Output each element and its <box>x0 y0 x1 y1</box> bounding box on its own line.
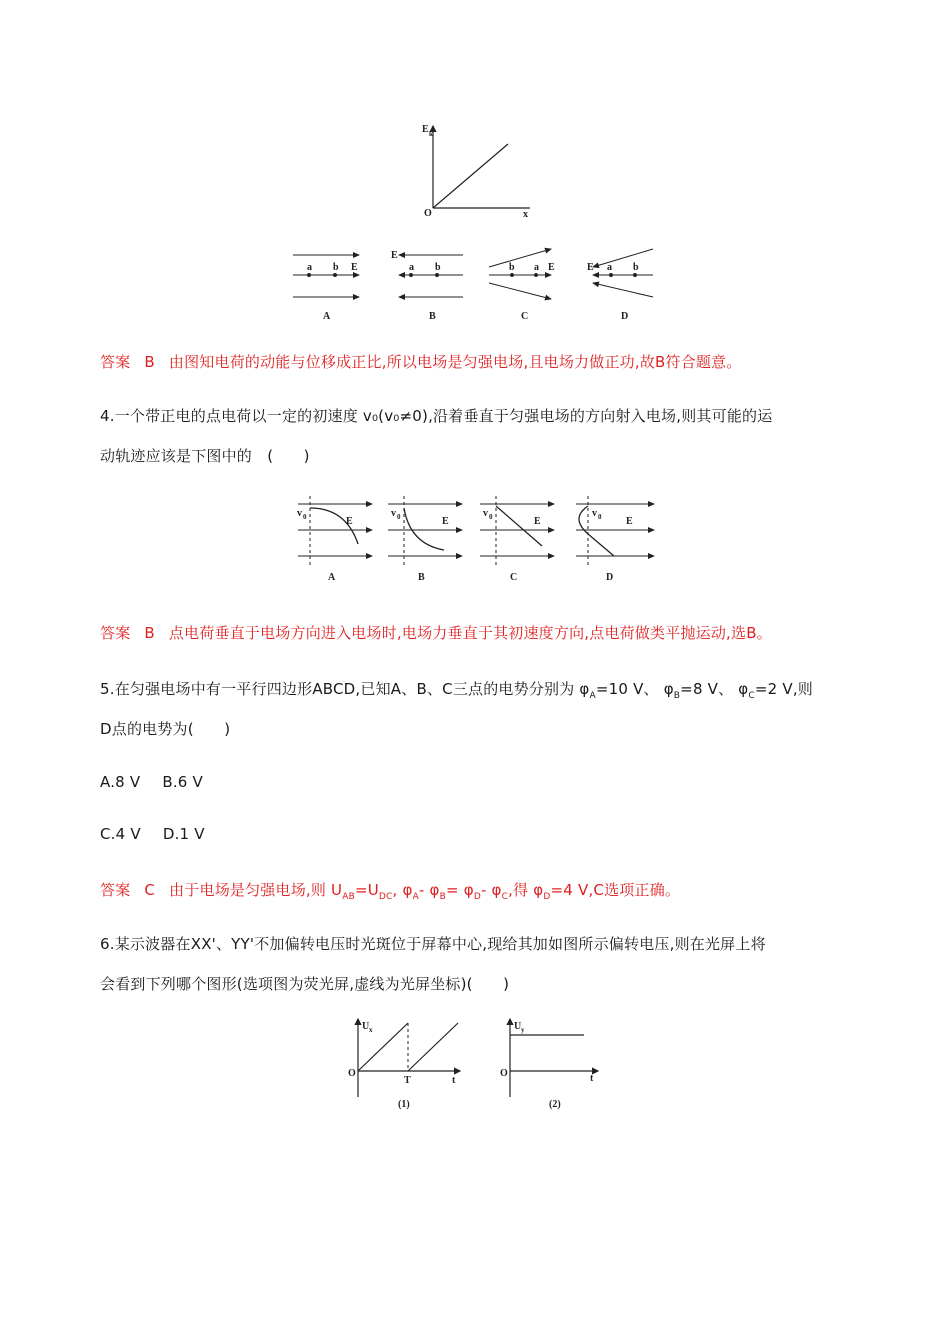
q6g2-origin: O <box>500 1068 508 1079</box>
q5-option-a: A.8 V <box>100 773 141 791</box>
q6g2-y-label: U <box>514 1021 522 1032</box>
answer5-sub7: D <box>543 892 551 902</box>
q4-panel-a <box>297 496 372 583</box>
answer4-text: 点电荷垂直于电场方向进入电场时,电场力垂直于其初速度方向,点电荷做类平抛运动,选B。 <box>168 624 772 642</box>
q5-option-c: C.4 V <box>100 825 141 843</box>
q6g1-y-sub: x <box>369 1026 373 1034</box>
answer5-label: 答案 <box>100 881 131 899</box>
q6-voltage-graphs <box>342 1015 602 1111</box>
q6g2-caption: (2) <box>549 1099 561 1110</box>
answer3 <box>100 351 742 372</box>
q3-panel-a <box>293 255 359 322</box>
answer5-sub3: A <box>412 892 419 902</box>
q3d-label: D <box>621 311 629 322</box>
q3c-label: C <box>521 311 529 322</box>
q3-panel-c <box>489 249 555 322</box>
answer5-sub4: B <box>439 892 446 902</box>
answer5-sub6: C <box>501 892 509 902</box>
q4-panel-b <box>388 496 462 583</box>
ek-x-graph <box>420 118 540 222</box>
q4d-v-sub: 0 <box>598 513 602 521</box>
answer5-part8: =4 V,C选项正确。 <box>550 881 681 899</box>
answer3-label: 答案 <box>100 353 131 371</box>
q4d-v: v <box>592 508 597 519</box>
q4-trajectory-options <box>292 494 662 586</box>
ek-x-label: x <box>523 209 528 220</box>
q4-panel-c <box>480 496 554 583</box>
answer3-choice: B <box>144 353 155 371</box>
q5-text-prefix: 5.在匀强电场中有一平行四边形ABCD,已知A、B、C三点的电势分别为 φ <box>100 680 590 698</box>
q3c-field: E <box>548 262 555 273</box>
q6g2-x-label: t <box>590 1073 594 1084</box>
q5-options-row2 <box>100 825 205 843</box>
q4-line2: 动轨迹应该是下图中的 ( ) <box>100 447 310 465</box>
q5-line2: D点的电势为( ) <box>100 720 231 738</box>
q4c-field: E <box>534 516 541 527</box>
q3b-point-b: b <box>435 262 441 273</box>
q6-line2: 会看到下列哪个图形(选项图为荧光屏,虚线为光屏坐标)( ) <box>100 975 510 993</box>
q4b-label: B <box>418 572 425 583</box>
q3a-field: E <box>351 262 358 273</box>
answer5-part5: = φ <box>445 881 474 899</box>
q4c-v-sub: 0 <box>489 513 493 521</box>
q4a-field: E <box>346 516 353 527</box>
answer5-part6: - φ <box>480 881 502 899</box>
q4a-label: A <box>328 572 336 583</box>
q3b-point-a: a <box>409 262 414 273</box>
q6g1-origin: O <box>348 1068 356 1079</box>
ek-y-label: E <box>422 124 429 135</box>
q4c-label: C <box>510 572 518 583</box>
q5-sub-b: B <box>673 691 681 701</box>
q6-graph1 <box>348 1019 460 1110</box>
q5-sub-c: C <box>748 691 755 701</box>
q6-line1: 6.某示波器在XX'、YY'不加偏转电压时光斑位于屏幕中心,现给其加如图所示偏转电压,则在光屏上将 <box>100 935 766 953</box>
answer5-part7: ,得 φ <box>508 881 544 899</box>
answer5-part3: , φ <box>392 881 413 899</box>
q3c-point-b: b <box>509 262 515 273</box>
answer5-sub2: DC <box>378 892 393 902</box>
answer4-label: 答案 <box>100 624 131 642</box>
q3c-point-a: a <box>534 262 539 273</box>
ek-y-sub: k <box>429 130 433 138</box>
q4b-v: v <box>391 508 396 519</box>
q4d-label: D <box>606 572 614 583</box>
q3d-field: E <box>587 262 594 273</box>
q6g1-caption: (1) <box>398 1099 410 1110</box>
answer5-part2: =U <box>354 881 379 899</box>
q6g2-y-sub: y <box>521 1026 525 1034</box>
q4b-field: E <box>442 516 449 527</box>
q5-option-d: D.1 V <box>162 825 205 843</box>
answer3-text: 由图知电荷的动能与位移成正比,所以电场是匀强电场,且电场力做正功,故B符合题意。 <box>168 353 742 371</box>
q6-graph2 <box>500 1019 598 1110</box>
q3-panel-d <box>587 249 653 322</box>
answer5-choice: C <box>144 881 156 899</box>
q4a-v: v <box>297 508 302 519</box>
q5-line1 <box>100 678 813 701</box>
q3-panel-b <box>391 250 463 322</box>
answer5 <box>100 879 680 902</box>
q6g1-x-label: t <box>452 1075 456 1086</box>
answer5-part1: 由于电场是匀强电场,则 U <box>169 881 343 899</box>
q3a-label: A <box>323 311 331 322</box>
q4-line1: 4.一个带正电的点电荷以一定的初速度 v₀(v₀≠0),沿着垂直于匀强电场的方向射入电场,则其可能的运 <box>100 407 773 425</box>
q4c-v: v <box>483 508 488 519</box>
answer4 <box>100 622 772 643</box>
answer5-sub5: D <box>473 892 481 902</box>
answer5-sub1: AB <box>342 892 355 902</box>
ek-origin: O <box>424 208 432 219</box>
q3a-point-a: a <box>307 262 312 273</box>
q3d-point-b: b <box>633 262 639 273</box>
q5-option-b: B.6 V <box>162 773 203 791</box>
q3a-point-b: b <box>333 262 339 273</box>
q5-options-row1 <box>100 773 203 791</box>
q3b-label: B <box>429 311 436 322</box>
q3b-field: E <box>391 250 398 261</box>
q3-field-options <box>285 245 665 327</box>
q5-text-suffix: =2 V,则 <box>754 680 813 698</box>
q4d-field: E <box>626 516 633 527</box>
q5-mid-b: =8 V、 φ <box>680 680 749 698</box>
q6g1-period: T <box>404 1075 411 1086</box>
q6g1-y-label: U <box>362 1021 370 1032</box>
q4-panel-d <box>576 496 654 583</box>
q5-mid-a: =10 V、 φ <box>595 680 674 698</box>
q4b-v-sub: 0 <box>397 513 401 521</box>
answer4-choice: B <box>144 624 155 642</box>
q3d-point-a: a <box>607 262 612 273</box>
q4a-v-sub: 0 <box>303 513 307 521</box>
q5-sub-a: A <box>589 691 596 701</box>
answer5-part4: - φ <box>418 881 440 899</box>
